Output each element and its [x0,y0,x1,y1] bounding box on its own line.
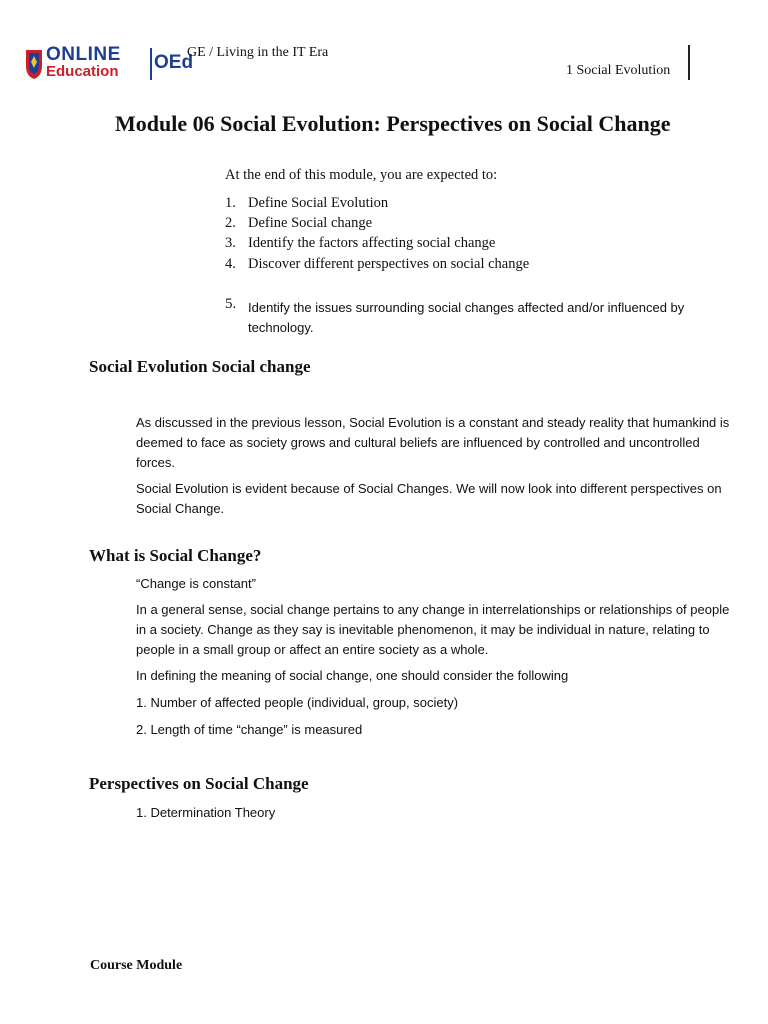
objective-item [225,215,372,232]
list-item: 2. Length of time “change” is measured [136,722,363,737]
paragraph: In a general sense, social change pertains to any change in interrelationships or relationships of people in a society. Change as they say is inevitable phenomenon, it may be individual in nature, relating to people in a small group or affect an entire society as a whole. [136,602,730,657]
list-item: 1. Number of affected people (individual, group, society) [136,695,459,710]
logo-word-education: Education [46,63,119,80]
quote-text: “Change is constant” [136,576,256,591]
objective-text: Identify the issues surrounding social changes affected and/or influenced by technology. [248,300,685,335]
section-heading-what-is-social-change: What is Social Change? [89,546,262,565]
objective-number: 2. [225,215,236,231]
course-path: GE / Living in the IT Era [187,45,329,60]
objectives-intro: At the end of this module, you are expected to: [225,167,498,183]
header-vertical-rule [688,45,690,80]
logo-word-online: ONLINE [46,44,121,65]
objective-text: Identify the factors affecting social change [248,235,496,251]
objective-text: Define Social change [248,215,373,231]
objective-item [225,256,529,273]
paragraph: In defining the meaning of social change, one should consider the following [136,668,569,683]
objective-number: 3. [225,235,236,251]
logo-word-oed: OEd [154,52,194,73]
objective-number: 4. [225,256,236,272]
footer-course-module: Course Module [90,958,183,973]
objective-item [225,195,388,212]
objective-number: 1. [225,195,236,211]
shield-crest-icon [24,48,44,80]
list-item: 1. Determination Theory [136,805,276,820]
header-section-label: 1 Social Evolution [566,63,671,78]
section-heading-perspectives: Perspectives on Social Change [89,774,309,793]
objective-item [225,235,495,252]
objective-text: Discover different perspectives on social change [248,256,530,272]
section-heading-social-evolution: Social Evolution Social change [89,357,311,376]
objective-number: 5. [225,296,237,312]
objective-text: Define Social Evolution [248,195,389,211]
online-education-logo [24,44,194,84]
paragraph: Social Evolution is evident because of Social Changes. We will now look into different perspectives on Social Change. [136,481,722,516]
logo-divider [150,48,152,80]
module-title: Module 06 Social Evolution: Perspectives on Social Change [115,111,671,136]
paragraph: As discussed in the previous lesson, Social Evolution is a constant and steady reality that humankind is deemed to face as society grows and cultural beliefs are influenced by controlled and uncontrolled forces. [136,415,730,470]
